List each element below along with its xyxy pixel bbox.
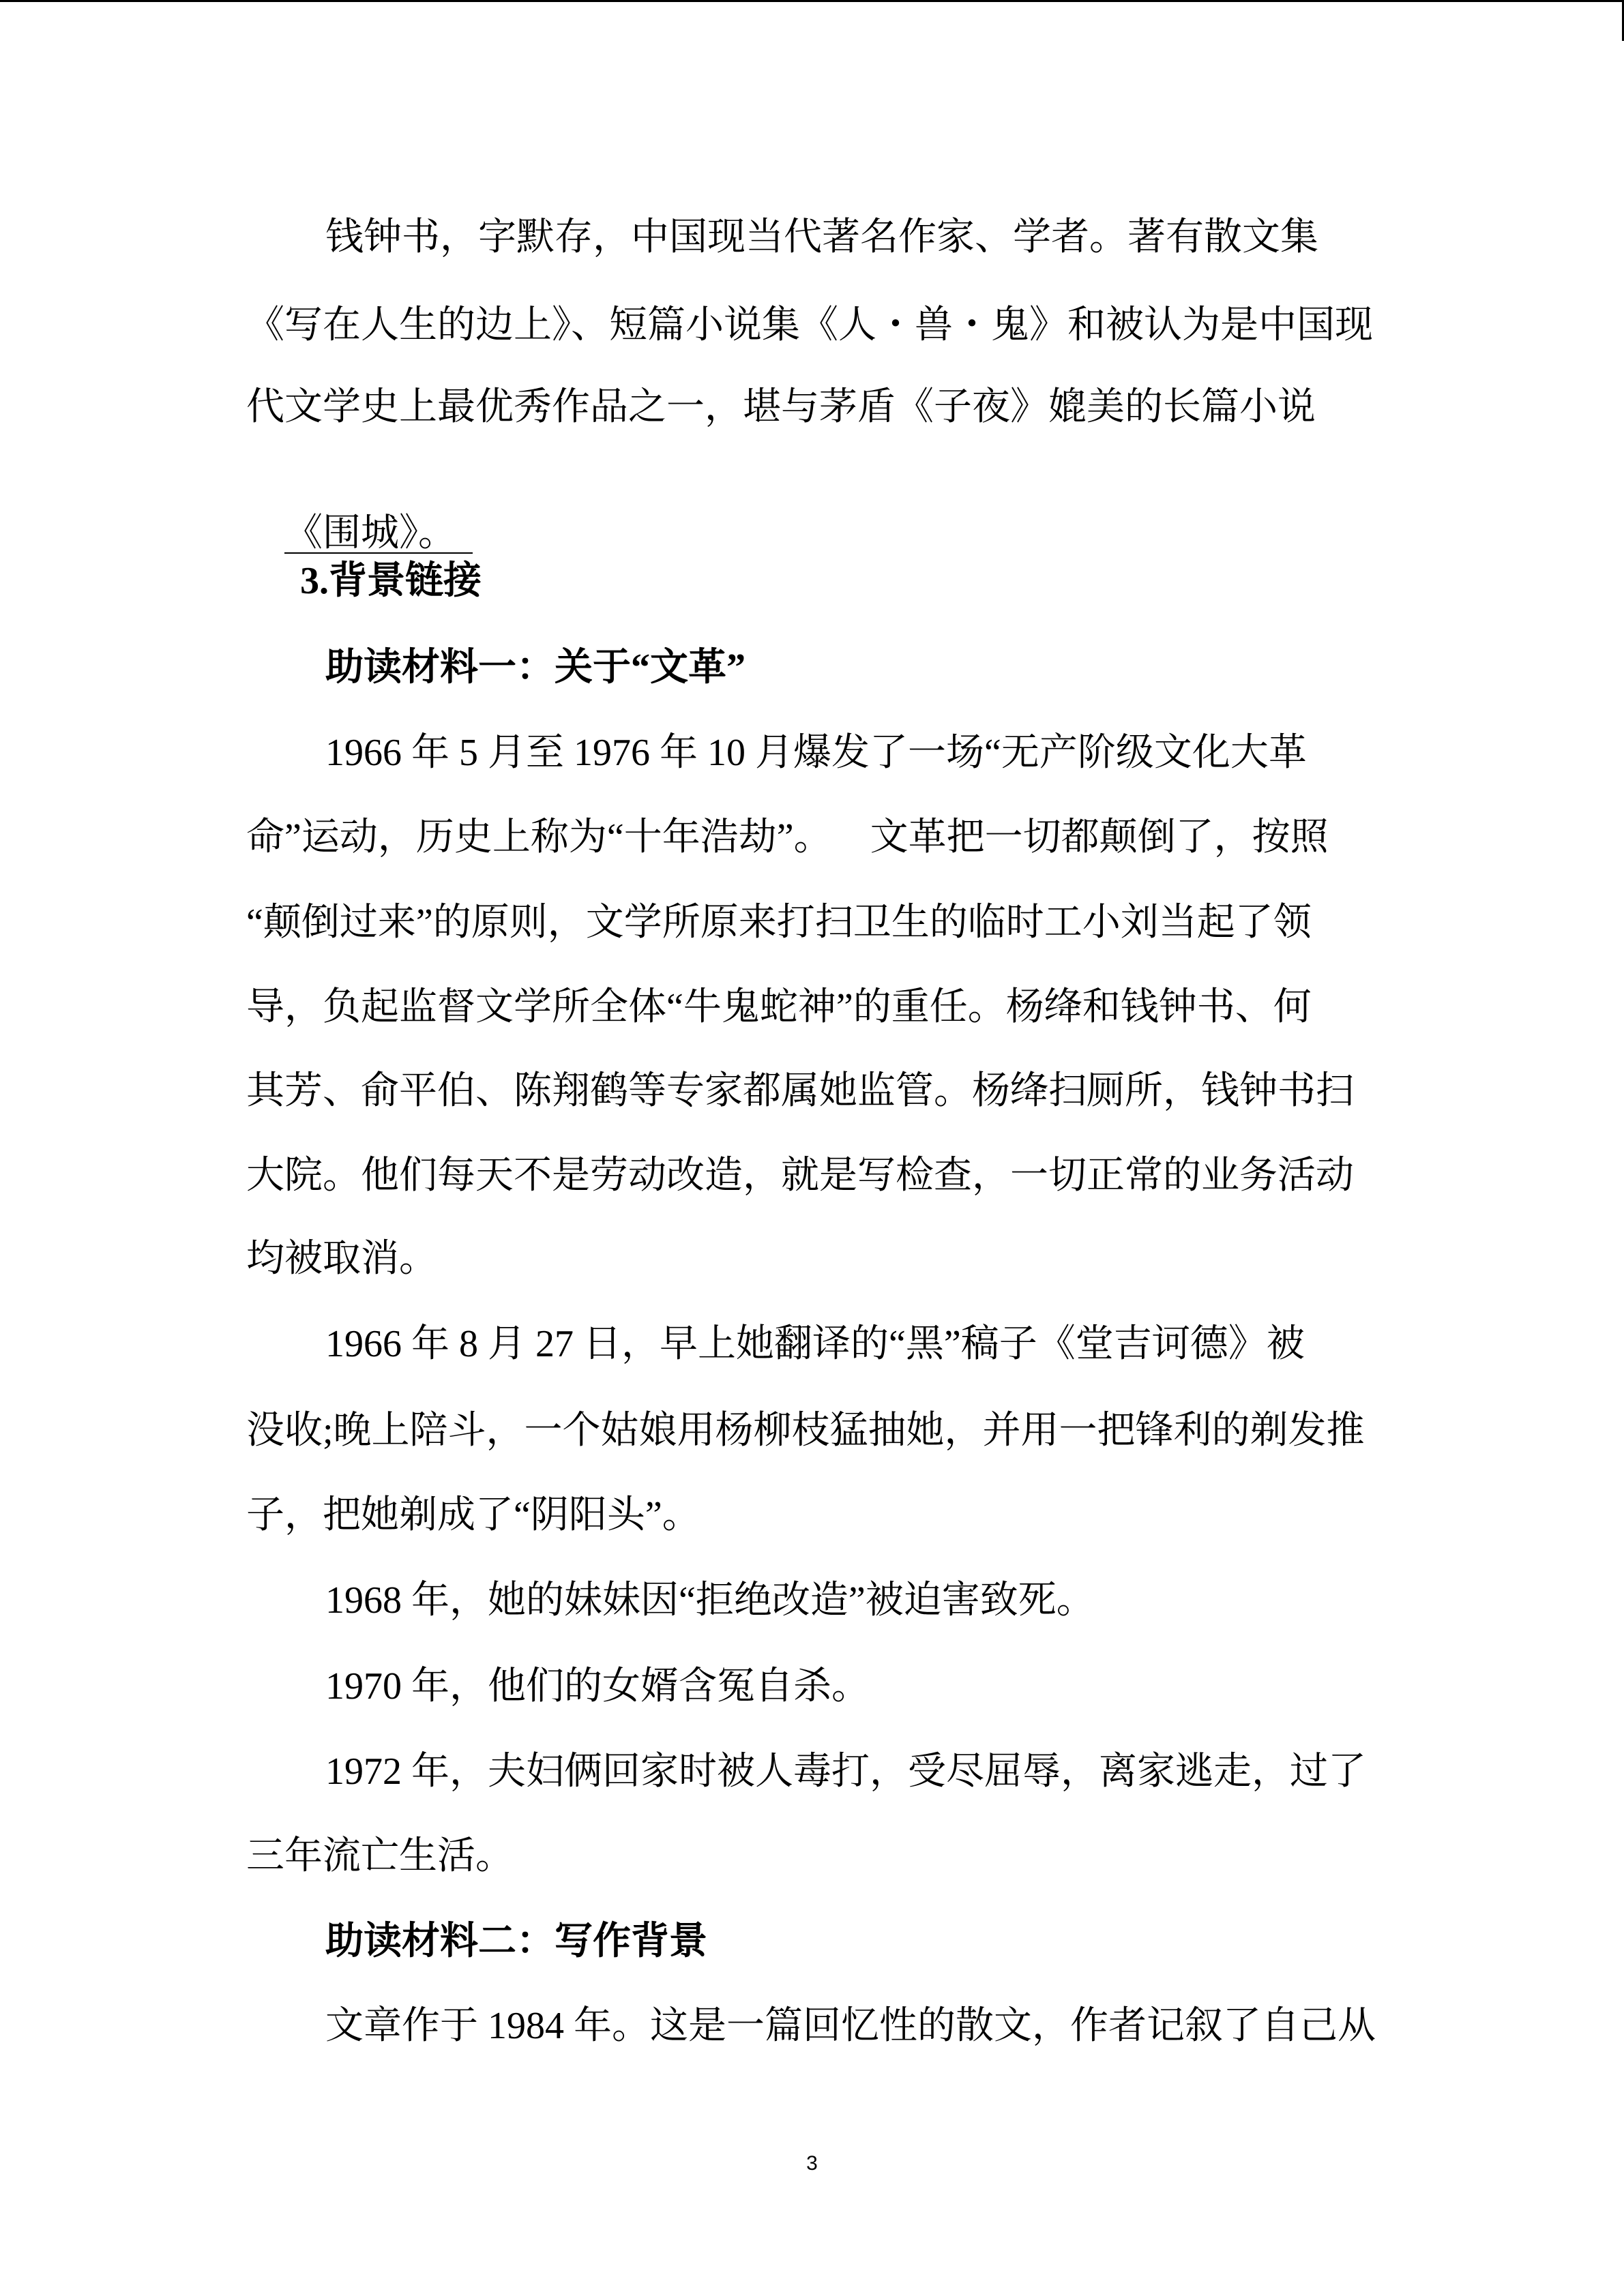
material-one-line: 1970 年，他们的女婿含冤自杀。 [325,1665,870,1708]
page-border-top [0,0,1624,2]
material-one-line: 没收;晚上陪斗，一个姑娘用杨柳枝猛抽她，并用一把锋利的剃发推 [246,1410,1365,1452]
material-one-line: 三年流亡生活。 [246,1835,514,1877]
material-one-line: 其芳、俞平伯、陈翔鹤等专家都属她监管。杨绛扫厕所，钱钟书扫 [246,1070,1354,1112]
material-one-line: 大院。他们每天不是劳动改造，就是写检查，一切正常的业务活动 [246,1154,1354,1197]
material-two-heading: 助读材料二：写作背景 [325,1920,707,1963]
material-one-line: 均被取消。 [246,1238,437,1280]
material-one-line: 1968 年，她的妹妹因“拒绝改造”被迫害致死。 [325,1579,1095,1622]
author-intro-line: 《写在人生的边上》、短篇小说集《人・兽・鬼》和被认为是中国现 [246,304,1373,346]
material-one-line: 子，把她剃成了“阴阳头”。 [246,1494,700,1536]
material-one-line: 导，负起监督文学所全体“牛鬼蛇神”的重任。杨绛和钱钟书、何 [246,986,1312,1028]
author-intro-last-line [246,476,473,554]
material-one-heading: 助读材料一：关于“文革” [325,646,745,689]
material-two-line: 文章作于 1984 年。这是一篇回忆性的散文，作者记叙了自己从 [325,2005,1376,2047]
material-one-line: 1966 年 8 月 27 日，早上她翻译的“黑”稿子《堂吉诃德》被 [325,1323,1305,1365]
section-heading: 3.背景链接 [300,560,482,602]
author-intro-line: 代文学史上最优秀作品之一，堪与茅盾《子夜》媲美的长篇小说 [246,386,1316,428]
material-one-line: “颠倒过来”的原则，文学所原来打扫卫生的临时工小刘当起了领 [246,901,1312,944]
material-one-line: 1966 年 5 月至 1976 年 10 月爆发了一场“无产阶级文化大革 [325,732,1307,774]
material-one-line: 1972 年，夫妇俩回家时被人毒打，受尽屈辱，离家逃走，过了 [325,1750,1366,1793]
page-number: 3 [806,2152,818,2175]
material-one-line: 命”运动，历史上称为“十年浩劫”。 文革把一切都颠倒了，按照 [246,816,1329,859]
underlined-book-title: 《围城》。 [284,514,473,554]
author-intro-line: 钱钟书，字默存，中国现当代著名作家、学者。著有散文集 [325,216,1318,258]
